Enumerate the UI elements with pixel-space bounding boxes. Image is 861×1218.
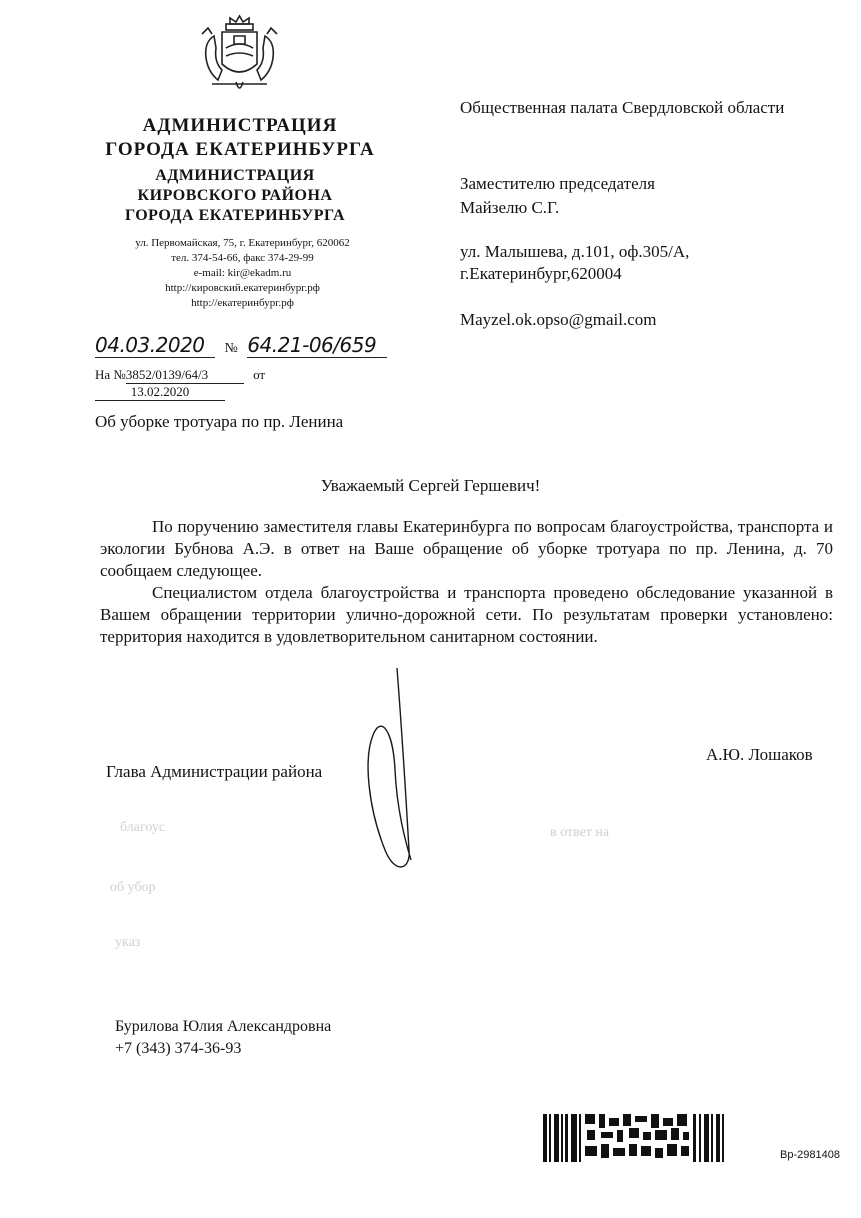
recipient-address-line: г.Екатеринбург,620004 bbox=[460, 264, 622, 283]
barcode-id: Вр-2981408 bbox=[780, 1149, 840, 1161]
recipient-name: Майзелю С.Г. bbox=[460, 198, 560, 217]
recipient-position: Заместителю председателя bbox=[460, 174, 655, 193]
sender-phone: тел. 374-54-66, факс 374-29-99 bbox=[171, 252, 314, 264]
recipient-organization: Общественная палата Свердловской области bbox=[460, 98, 785, 117]
reply-date: 13.02.2020 bbox=[95, 384, 225, 401]
letter-body bbox=[100, 516, 833, 648]
registration-date: 04.03.2020 bbox=[95, 333, 215, 358]
executor-name: Бурилова Юлия Александровна bbox=[115, 1018, 332, 1035]
body-paragraph: По поручению заместителя главы Екатеринбурга по вопросам благоустройства, транспорта и экологии Бубнова А.Э. в ответ на Ваше обращение об уборке тротуара по пр. Ленина, д. 70 сообщаем следующее. bbox=[100, 517, 833, 580]
handwritten-signature-icon bbox=[355, 660, 435, 880]
executor-phone: +7 (343) 374-36-93 bbox=[115, 1040, 242, 1057]
coat-of-arms-emblem bbox=[192, 14, 287, 96]
sender-organization bbox=[95, 114, 385, 162]
org-line: АДМИНИСТРАЦИЯ bbox=[142, 115, 338, 136]
reply-number: 3852/0139/64/3 bbox=[126, 367, 244, 384]
registration-number: 64.21-06/659 bbox=[247, 333, 387, 358]
body-paragraph: Специалистом отдела благоустройства и транспорта проведено обследование указанной в Вашем обращении территории улично-дорожной сети. По результатам проверки установлено: территория находится в удовлетворительном санитарном состоянии. bbox=[100, 583, 833, 646]
sender-site: http://кировский.екатеринбург.рф bbox=[165, 282, 320, 294]
bleed-through-text: указ bbox=[115, 935, 141, 950]
reply-from-label: от bbox=[253, 367, 266, 382]
sender-site: http://екатеринбург.рф bbox=[191, 297, 294, 309]
sub-org-line: ГОРОДА ЕКАТЕРИНБУРГА bbox=[124, 207, 346, 224]
reply-reference bbox=[95, 367, 395, 401]
recipient-email: Mayzel.ok.opso@gmail.com bbox=[460, 310, 657, 329]
sender-address: ул. Первомайская, 75, г. Екатеринбург, 620062 bbox=[135, 237, 350, 249]
bleed-through-text: об убор bbox=[110, 880, 156, 895]
bleed-through-text: благоус bbox=[120, 820, 166, 835]
recipient-address-line: ул. Малышева, д.101, оф.305/А, bbox=[460, 242, 690, 261]
sub-org-line: АДМИНИСТРАЦИЯ bbox=[155, 167, 315, 184]
executor-info bbox=[115, 1016, 331, 1060]
org-line: ГОРОДА ЕКАТЕРИНБУРГА bbox=[105, 139, 375, 160]
letter-subject: Об уборке тротуара по пр. Ленина bbox=[95, 412, 344, 431]
signer-position: Глава Администрации района bbox=[106, 762, 323, 781]
sender-suborganization bbox=[105, 166, 365, 226]
signer-name: А.Ю. Лошаков bbox=[706, 745, 813, 764]
barcode-icon bbox=[543, 1112, 725, 1164]
reply-prefix: На № bbox=[95, 367, 126, 382]
registration-line bbox=[95, 333, 387, 358]
sender-contacts bbox=[100, 236, 385, 311]
bleed-through-text: в ответ на bbox=[550, 825, 610, 840]
sub-org-line: КИРОВСКОГО РАЙОНА bbox=[137, 187, 333, 204]
number-sign: № bbox=[224, 341, 238, 356]
letter-greeting: Уважаемый Сергей Гершевич! bbox=[320, 476, 541, 495]
sender-email: e-mail: kir@ekadm.ru bbox=[193, 267, 292, 279]
